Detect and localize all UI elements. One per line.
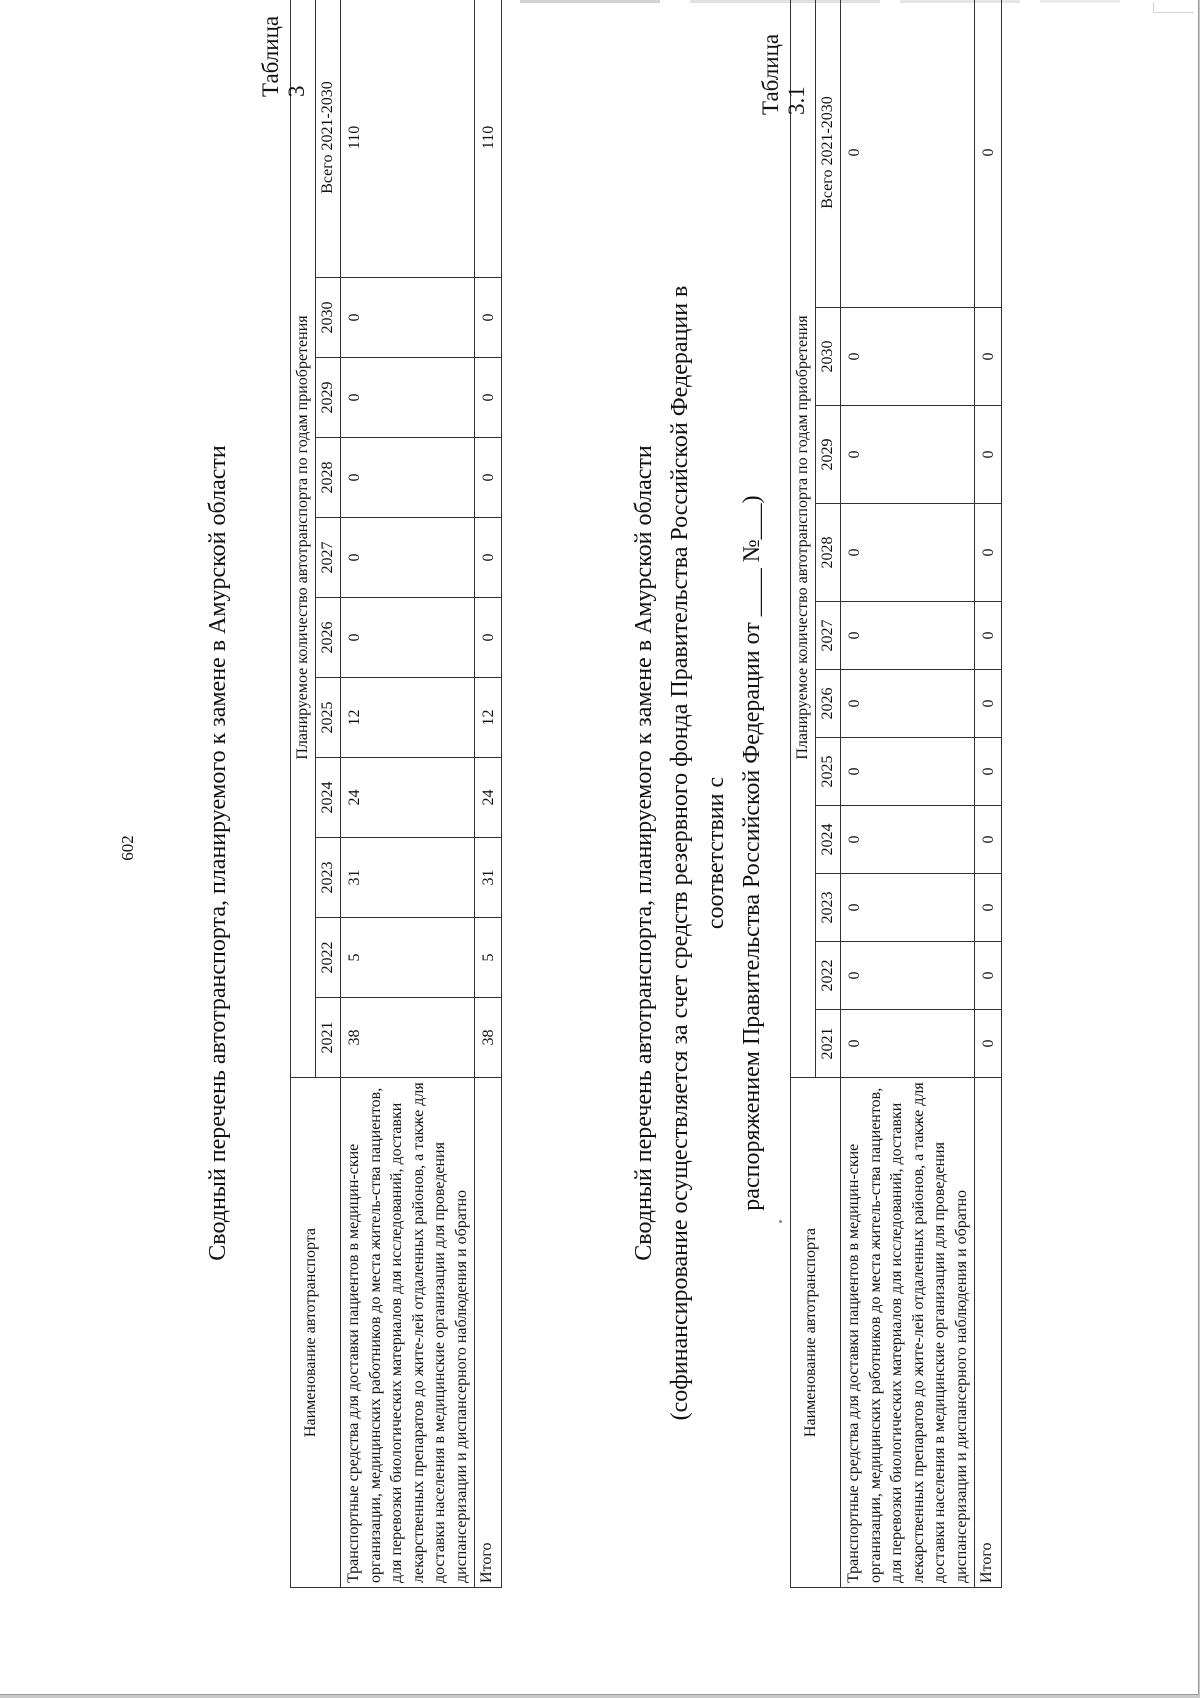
- table-cell: 5: [341, 918, 475, 998]
- table2-year-header: 2029: [816, 406, 841, 504]
- table-cell: 0: [475, 438, 502, 518]
- table1-year-header: 2024: [316, 758, 341, 838]
- table-cell: 24: [475, 758, 502, 838]
- table-cell: 110: [341, 0, 475, 278]
- table2-title-line: Сводный перечень автотранспорта, планируемого к замене в Амурской области: [631, 445, 657, 1261]
- table1-year-header: 2022: [316, 918, 341, 998]
- table1-name-header: Наименование автотранспорта: [291, 1078, 341, 1588]
- table-cell: 0: [475, 598, 502, 678]
- table-cell: 24: [341, 758, 475, 838]
- table-cell: 0: [975, 504, 1002, 602]
- table-cell: 0: [975, 874, 1002, 942]
- table2-year-header: 2024: [816, 806, 841, 874]
- table-cell: 31: [341, 838, 475, 918]
- table-row-total: [475, 0, 502, 1588]
- table2-title: [626, 238, 770, 1468]
- table-cell: 0: [975, 308, 1002, 406]
- table2-year-header: 2028: [816, 504, 841, 602]
- table2-year-header: 2022: [816, 942, 841, 1010]
- table-cell: 110: [475, 0, 502, 278]
- table2-total-label: Итого: [975, 1078, 1002, 1588]
- table-cell: 0: [975, 0, 1002, 308]
- table-cell: 0: [475, 278, 502, 358]
- table-cell: 0: [841, 602, 975, 670]
- table-cell: 38: [341, 998, 475, 1078]
- table1-year-header: 2027: [316, 518, 341, 598]
- page-number: 602: [118, 835, 137, 861]
- table-cell: 0: [841, 942, 975, 1010]
- table-cell: 0: [975, 602, 1002, 670]
- table2-total-year-header: Всего 2021-2030: [816, 0, 841, 308]
- table1-year-header: 2029: [316, 358, 341, 438]
- table1-row-name: Транспортные средства для доставки пациентов в медицин-ские организации, медицинских работников до места житель-ства пациентов, для перевозки биологических материалов для исследований, доставки лекарственных препаратов до жите-лей отдаленных районов, а также для доставки населения в медицинские организации для проведения диспансеризации и диспансерного наблюдения и обратно: [341, 1078, 475, 1588]
- table-cell: 38: [475, 998, 502, 1078]
- table-cell: 0: [841, 738, 975, 806]
- table-row: [841, 0, 975, 1588]
- table-cell: 0: [341, 358, 475, 438]
- table2: [790, 0, 1002, 1588]
- table-cell: 12: [475, 678, 502, 758]
- table-cell: 5: [475, 918, 502, 998]
- table1-year-header: 2023: [316, 838, 341, 918]
- table2-header-row-1: [791, 0, 816, 1588]
- table1-header-row-1: [291, 0, 316, 1588]
- tbl1-caption: Таблица 3: [258, 15, 309, 97]
- table1-year-header: 2026: [316, 598, 341, 678]
- table2-year-header: 2025: [816, 738, 841, 806]
- table1-year-header: 2021: [316, 998, 341, 1078]
- table-cell: 0: [341, 438, 475, 518]
- table-cell: 0: [975, 406, 1002, 504]
- table1-year-header: 2025: [316, 678, 341, 758]
- table-row-total: [975, 0, 1002, 1588]
- table2-row-name: Транспортные средства для доставки пациентов в медицин-ские организации, медицинских работников до места житель-ства пациентов, для перевозки биологических материалов для исследований, доставки лекарственных препаратов до жите-лей отдаленных районов, а также для доставки населения в медицинские организации для проведения диспансеризации и диспансерного наблюдения и обратно: [841, 1078, 975, 1588]
- table1: [290, 0, 502, 1588]
- table-cell: 0: [475, 518, 502, 598]
- table-cell: 0: [341, 598, 475, 678]
- table2-title-line: (софинансирование осуществляется за счет средств резервного фонда Правительства Российской Федерации в соответствии с: [667, 285, 729, 1421]
- table-cell: 0: [841, 874, 975, 942]
- table2-name-header: Наименование автотранспорта: [791, 1078, 841, 1588]
- table-cell: 0: [841, 1010, 975, 1078]
- table-cell: 0: [475, 358, 502, 438]
- table-cell: 0: [841, 0, 975, 308]
- table1-title: Сводный перечень автотранспорта, планируемого к замене в Амурской области: [205, 445, 231, 1261]
- table-cell: 0: [841, 406, 975, 504]
- table1-group-header: Планируемое количество автотранспорта по годам приобретения: [291, 0, 316, 1078]
- table2-title-line: распоряжением Правительства Российской Федерации от ____ №___): [739, 495, 765, 1211]
- table-cell: 0: [975, 806, 1002, 874]
- table1-total-label: Итого: [475, 1078, 502, 1588]
- table-cell: 0: [975, 1010, 1002, 1078]
- table-cell: 0: [975, 738, 1002, 806]
- table-cell: 31: [475, 838, 502, 918]
- table1-total-year-header: Всего 2021-2030: [316, 0, 341, 278]
- table2-group-header: Планируемое количество автотранспорта по годам приобретения: [791, 0, 816, 1078]
- table1-year-header: 2028: [316, 438, 341, 518]
- table-row: [341, 0, 475, 1588]
- table2-year-header: 2027: [816, 602, 841, 670]
- table-cell: 0: [975, 670, 1002, 738]
- table2-year-header: 2023: [816, 874, 841, 942]
- table-cell: 0: [841, 504, 975, 602]
- table-cell: 0: [341, 278, 475, 358]
- tbl2-caption: Таблица 3.1: [758, 33, 809, 115]
- table1-year-header: 2030: [316, 278, 341, 358]
- table-cell: 0: [841, 670, 975, 738]
- table-cell: 0: [341, 518, 475, 598]
- table-cell: 12: [341, 678, 475, 758]
- table-cell: 0: [841, 308, 975, 406]
- table-cell: 0: [975, 942, 1002, 1010]
- table2-year-header: 2030: [816, 308, 841, 406]
- table2-year-header: 2021: [816, 1010, 841, 1078]
- table2-year-header: 2026: [816, 670, 841, 738]
- table-cell: 0: [841, 806, 975, 874]
